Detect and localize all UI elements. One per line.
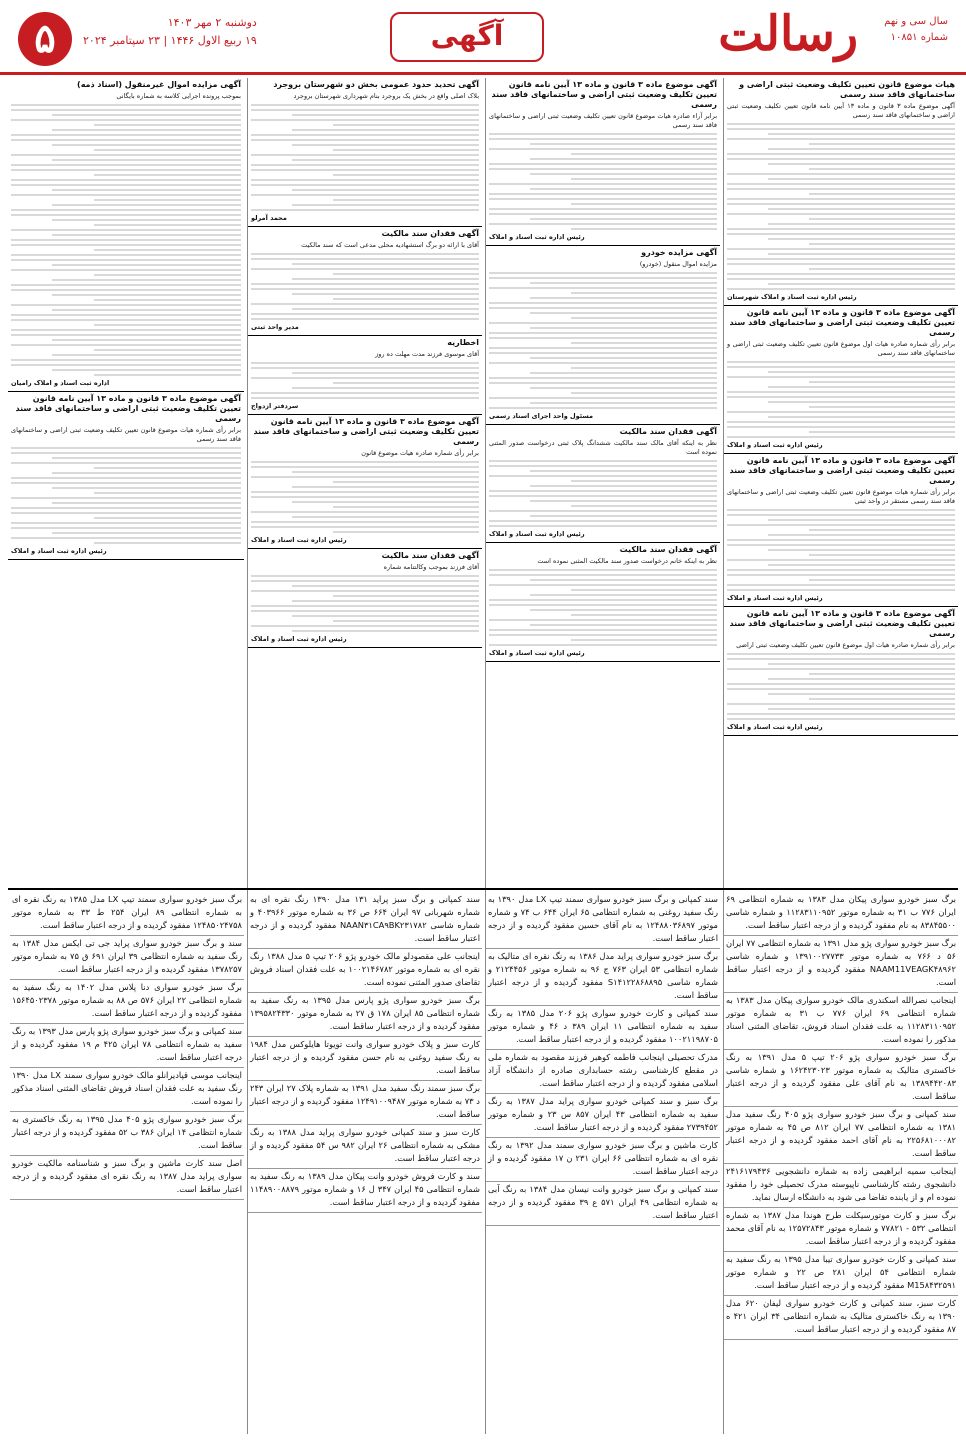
notice-text: نظر به اینکه خانم درخواست صدور سند مالکیت المثنی نموده است [537,557,717,565]
newspaper-logo: رسالت [718,6,858,62]
notice-signature: رئیس اداره ثبت اسناد و املاک [489,530,585,538]
classified-notice: برگ سبز و کارت موتورسیکلت طرح هوندا مدل ۱۳۸۷ به شماره انتظامی ۵۳۲ - ۷۷۸۲۱ و شماره موتور ۱۲۵۷۲۸۴۳ به نام آقای محمد مفقود گردیده و از درجه اعتبار ساقط است. [724,1208,958,1252]
notice-title: آگهی تحدید حدود عمومی بخش دو شهرستان بروجرد [273,80,479,89]
notice-title: آگهی موضوع ماده ۳ قانون و ماده ۱۳ آیین نامه قانون تعیین تکلیف وضعیت ثبتی اراضی و ساختمانهای فاقد سند رسمی [729,609,955,638]
classified-notice: سند کمپانی و برگ سبز خودرو سواری پژو پارس مدل ۱۳۹۳ به رنگ سفید به شماره انتظامی ۷۸ ایران ۴۲۵ م ۱۹ مفقود گردیده و از درجه اعتبار ساقط است. [10,1024,244,1068]
legal-notice [486,246,720,425]
classified-ads [8,892,958,1440]
classified-notice: برگ سبز خودرو سواری پژو ۲۰۶ تیپ ۵ مدل ۱۳۹۱ به رنگ خاکستری متالیک به شماره موتور ۱۶۲۴۲۳۰۲۳ و شماره شاسی ۱۳۸۹۴۴۲۰۸۳ به نام آقای علی مفقود گردیده و از درجه اعتبار ساقط است. [724,1050,958,1107]
notice-title: آگهی موضوع ماده ۳ قانون و ماده ۱۳ آیین نامه قانون تعیین تکلیف وضعیت ثبتی اراضی و ساختمانهای فاقد سند رسمی [253,417,479,446]
notice-signature: سردفتر ازدواج [251,402,299,410]
date-line-1: دوشنبه ۲ مهر ۱۴۰۳ [167,16,257,29]
classified-notice: سند کمپانی و برگ سبز خودرو سواری سمند تیپ LX مدل ۱۳۹۰ به رنگ سفید روغنی به شماره انتظامی ۶۵ ایران ۶۴۴ ب ۷۴ و شماره موتور ۱۲۴۸۸۰۳۶۸۹۷ به نام آقای حسین مفقود گردیده و از درجه اعتبار ساقط است. [486,892,720,949]
classified-notice: سند و کارت فروش خودرو وانت پیکان مدل ۱۳۸۹ به رنگ سفید به شماره انتظامی ۴۵ ایران ۳۴۷ ل ۱۶ و شماره موتور ۱۱۴۸۹۰۰۸۸۷۹ مفقود گردیده و از درجه اعتبار ساقط است. [248,1169,482,1213]
notice-text: برابر رأی شماره صادره هیات اول موضوع قانون تعیین تکلیف وضعیت ثبتی اراضی [736,641,955,649]
section-divider [8,888,958,890]
classified-notice: اینجانب علی مقصودلو مالک خودرو پژو ۲۰۶ تیپ ۵ مدل ۱۳۸۸ رنگ نقره ای به شماره موتور ۱۰۰۲۱۴۶۷۸۲ به علت فقدان اسناد فروش تقاضای صدور المثنی نموده است. [248,949,482,993]
notice-text: برابر رأی شماره هیات موضوع قانون تعیین تکلیف وضعیت ثبتی اراضی و ساختمانهای فاقد سند رسمی مستقر در واحد ثبتی [727,488,955,505]
masthead [0,0,966,75]
notice-signature: رئیس اداره ثبت اسناد و املاک [489,233,585,241]
classified-notice: سند کمپانی و برگ سبز خودرو سواری پژو ۴۰۵ رنگ سفید مدل ۱۳۸۱ به شماره انتظامی ۷۷ ایران ۸۱۲ ص ۴۵ به شماره موتور ۲۲۵۶۸۱۰۰۰۸۲ به نام آقای احمد مفقود گردیده و از درجه اعتبار ساقط است. [724,1107,958,1164]
notice-title: آگهی فقدان سند مالکیت [619,427,717,436]
notice-signature: مدیر واحد ثبتی [251,323,299,331]
legal-notice [486,543,720,662]
issue-meta [884,14,948,46]
notice-signature: رئیس اداره ثبت اسناد و املاک [727,441,823,449]
classified-notice: کارت سبز و سند کمپانی خودرو سواری پراید مدل ۱۳۸۸ به رنگ مشکی به شماره انتظامی ۲۶ ایران ۹۸۲ س ۵۴ مفقود گردیده و از درجه اعتبار ساقط است. [248,1125,482,1169]
notice-text: مزایده اموال منقول (خودرو) [639,260,717,268]
notice-text: بلاک اصلی واقع در بخش یک بروجرد بنام شهرداری شهرستان بروجرد [293,92,479,100]
classified-notice: برگ سبز و سند کمپانی خودرو سواری پراید مدل ۱۳۸۷ به رنگ سفید به شماره انتظامی ۴۳ ایران ۸۵۷ س ۲۳ و شماره موتور ۲۷۳۹۴۵۲ مفقود گردیده و از درجه اعتبار ساقط است. [486,1094,720,1138]
legal-notice [8,392,244,560]
classified-notice: برگ سبز خودرو سواری پیکان مدل ۱۳۸۳ به شماره انتظامی ۶۹ ایران ۷۷۶ ب ۳۱ به شماره موتور ۱۱۲۸۳۱۱۰۹۵۲ و شماره شاسی ۸۳۸۴۵۵۰۰ به نام مفقود گردیده و از درجه اعتبار ساقط است. [724,892,958,936]
legal-notice [248,78,482,227]
notice-title: هیات موضوع قانون تعیین تکلیف وضعیت ثبتی اراضی و ساختمانهای فاقد سند رسمی [739,80,955,99]
notice-text: بموجب پرونده اجرایی کلاسه به شماره بایگانی [116,92,241,100]
classified-column-2 [486,892,720,1440]
notice-title: آگهی موضوع ماده ۳ قانون و ماده ۱۳ آیین نامه قانون تعیین تکلیف وضعیت ثبتی اراضی و ساختمانهای فاقد سند رسمی [729,308,955,337]
notice-title: آگهی موضوع ماده ۳ قانون و ماده ۱۳ آیین نامه قانون تعیین تکلیف وضعیت ثبتی اراضی و ساختمانهای فاقد سند رسمی [491,80,717,109]
notice-title: آگهی موضوع ماده ۳ قانون و ماده ۱۳ آیین نامه قانون تعیین تکلیف وضعیت ثبتی اراضی و ساختمانهای فاقد سند رسمی [15,394,241,423]
legal-notice [248,415,482,549]
notice-title: آگهی فقدان سند مالکیت [381,551,479,560]
classified-notice: برگ سبز خودرو سواری پژو مدل ۱۳۹۱ به شماره انتظامی ۷۷ ایران ۵۶ د ۷۶۶ به شماره موتور ۱۳۹۱۰۰۲۷۷۳۳ و شماره شاسی NAAM11VEAGK۴۸۹۶۲ مفقود گردیده و از درجه اعتبار ساقط است. [724,936,958,993]
notice-signature: اداره ثبت اسناد و املاک رامیان [11,379,110,387]
classified-notice: کارت سبز و پلاک خودرو سواری وانت تویوتا هایلوکس مدل ۱۹۸۴ به رنگ سفید روغنی به نام حسن مفقود گردیده و از درجه اعتبار ساقط است. [248,1037,482,1081]
legal-notice [248,336,482,415]
notice-signature: رئیس اداره ثبت اسناد و املاک شهرستان [727,293,857,301]
classified-notice: کارت سبز، سند کمپانی و کارت خودرو سواری لیفان ۶۲۰ مدل ۱۳۹۰ به رنگ خاکستری متالیک به شماره انتظامی ۳۴ ایران ۴۲۱ ه ۸۷ مفقود گردیده و از درجه اعتبار ساقط است. [724,1296,958,1340]
notice-signature: محمد آمرلو [251,214,287,222]
classified-notice: اینجانب نصرالله اسکندری مالک خودرو سواری پیکان مدل ۱۳۸۳ به شماره انتظامی ۶۹ ایران ۷۷۶ ب ۳۱ به شماره موتور ۱۱۲۸۳۱۱۰۹۵۲ به علت فقدان اسناد فروش، تقاضای المثنی اسناد مذکور را نموده است. [724,993,958,1050]
notice-signature: مسئول واحد اجرای اسناد رسمی [489,412,594,420]
classified-notice: سند کمپانی و کارت خودرو سواری پژو ۲۰۶ مدل ۱۳۸۵ به رنگ سفید به شماره انتظامی ۱۱ ایران ۳۸۹ د ۴۶ و شماره موتور ۱۰۰۲۱۱۹۸۷۰۵ مفقود گردیده و از درجه اعتبار ساقط است. [486,1006,720,1050]
notice-title: آگهی فقدان سند مالکیت [619,545,717,554]
notice-signature: رئیس اداره ثبت اسناد و املاک [251,635,347,643]
classified-notice: کارت ماشین و برگ سبز خودرو سواری سمند مدل ۱۳۹۲ به رنگ نقره ای به شماره انتظامی ۶۶ ایران ۲۳۱ ن ۱۷ مفقود گردیده و از درجه اعتبار ساقط است. [486,1138,720,1182]
meta-line-2: شماره ۱۰۸۵۱ [890,32,948,43]
classified-notice: سند و برگ سبز خودرو سواری پراید جی تی ایکس مدل ۱۳۸۴ به رنگ سفید به شماره انتظامی ۳۹ ایران ۶۹۱ ق ۷۵ به شماره موتور ۱۳۷۸۲۵۷ مفقود گردیده و از درجه اعتبار ساقط است. [10,936,244,980]
notice-text: آقای موسوی فرزند مدت مهلت ده روز [375,350,479,358]
classified-column-1 [724,892,958,1440]
issue-date [83,14,257,50]
legal-notice [248,227,482,336]
classified-notice: مدرک تحصیلی اینجانب فاطمه کوهبر فرزند مقصود به شماره ملی در مقطع کارشناسی رشته حسابداری صادره از دانشگاه آزاد اسلامی مفقود گردیده و از درجه اعتبار ساقط است. [486,1050,720,1094]
notice-signature: رئیس اداره ثبت اسناد و املاک [727,594,823,602]
classified-notice: اصل سند کارت ماشین و برگ سبز و شناسنامه مالکیت خودرو سواری پراید مدل ۱۳۸۷ به رنگ نقره ای مفقود گردیده و از درجه اعتبار ساقط است. [10,1156,244,1200]
classified-notice: برگ سبز سمند رنگ سفید مدل ۱۳۹۱ به شماره پلاک ۲۷ ایران ۲۴۳ د ۷۳ به شماره موتور ۱۲۴۹۱۰۰۹۴۸۷ مفقود گردیده و از درجه اعتبار ساقط است. [248,1081,482,1125]
notice-signature: رئیس اداره ثبت اسناد و املاک [251,536,347,544]
classified-notice: برگ سبز خودرو سواری سمند تیپ LX مدل ۱۳۸۵ به رنگ نقره ای به شماره انتظامی ۸۹ ایران ۲۵۴ ط ۳۳ به شماره موتور ۱۲۴۸۵۰۲۴۷۵۸ مفقود گردیده و از درجه اعتبار ساقط است. [10,892,244,936]
legal-notice [486,425,720,543]
classified-notice: برگ سبز خودرو سواری پراید مدل ۱۳۸۶ به رنگ نقره ای متالیک به شماره انتظامی ۵۳ ایران ۷۶۳ ج ۹۶ به شماره موتور ۲۱۲۴۴۵۶ و شماره شاسی S۱۴۱۲۲۸۶۸۸۹۵ مفقود گردیده و از درجه اعتبار ساقط است. [486,949,720,1006]
page-number: ۵ [18,12,72,66]
legal-notice [248,549,482,648]
notice-signature: رئیس اداره ثبت اسناد و املاک [489,649,585,657]
notice-text: برابر رأی شماره صادره هیات اول موضوع قانون تعیین تکلیف وضعیت ثبتی اراضی و ساختمانهای فاقد سند رسمی [727,340,955,357]
notice-signature: رئیس اداره ثبت اسناد و املاک [727,723,823,731]
classified-column-3 [248,892,482,1440]
notice-title: آگهی مزایده خودرو [641,248,717,257]
classified-notice: برگ سبز خودرو سواری پژو ۴۰۵ مدل ۱۳۹۵ به رنگ خاکستری به شماره انتظامی ۱۴ ایران ۳۸۶ ب ۵۲ مفقود گردیده و از درجه اعتبار ساقط است. [10,1112,244,1156]
notice-signature: رئیس اداره ثبت اسناد و املاک [11,547,107,555]
notice-title: آگهی مزایده اموال غیرمنقول (اسناد ذمه) [77,80,241,89]
classified-notice: سند کمپانی و کارت خودرو سواری تیبا مدل ۱۳۹۵ به رنگ سفید به شماره انتظامی ۵۴ ایران ۲۸۱ ص ۲۲ و شماره موتور M15۸۴۳۲۵۹۱ مفقود گردیده و از درجه اعتبار ساقط است. [724,1252,958,1296]
legal-notice [8,78,244,392]
notice-title: اخطاریه [447,338,479,347]
notice-title: آگهی موضوع ماده ۳ قانون و ماده ۱۳ آیین نامه قانون تعیین تکلیف وضعیت ثبتی اراضی و ساختمانهای فاقد سند رسمی [729,456,955,485]
classified-notice: سند کمپانی و برگ سبز پراید ۱۳۱ مدل ۱۳۹۰ رنگ نقره ای به شماره شهربانی ۹۷ ایران ۶۶۴ ص ۳۶ به شماره موتور ۴۰۳۹۶۶ و شماره شاسی NAAN۳۱CA۹BK۲۳۱۷۸۲ مفقود گردیده و از درجه اعتبار ساقط است. [248,892,482,949]
classified-notice: اینجانب سمیه ابراهیمی زاده به شماره دانشجویی ۲۴۱۶۱۷۹۴۳۶ دانشجوی رشته کارشناسی ناپیوسته مدرک تحصیلی خود را مفقود نموده ام و از یابنده تقاضا می شود به دانشگاه ارسال نماید. [724,1164,958,1208]
legal-notice [724,306,958,454]
notice-text: آقای با ارائه دو برگ استشهادیه محلی مدعی است که سند مالکیت [301,241,479,249]
notice-text: نظر به اینکه آقای مالک سند مالکیت ششدانگ پلاک ثبتی درخواست صدور المثنی نموده است [489,439,717,456]
notice-text: برابر رأی شماره هیات موضوع قانون تعیین تکلیف وضعیت ثبتی اراضی و ساختمانهای فاقد سند رسمی [11,426,241,443]
classified-notice: برگ سبز خودرو سواری دنا پلاس مدل ۱۴۰۲ به رنگ سفید به شماره انتظامی ۲۲ ایران ۵۷۶ ص ۸۸ به شماره موتور ۱۵۶۴۵۰۲۳۷۸ مفقود گردیده و از درجه اعتبار ساقط است. [10,980,244,1024]
notice-text: برابر رأی شماره صادره هیات موضوع قانون [361,449,479,457]
notice-title: آگهی فقدان سند مالکیت [381,229,479,238]
legal-notice [724,607,958,736]
classified-notice: سند کمپانی و برگ سبز خودرو وانت نیسان مدل ۱۳۸۴ به رنگ آبی به شماره انتظامی ۴۹ ایران ۵۷۱ ع ۳۹ مفقود گردیده و از درجه اعتبار ساقط است. [486,1182,720,1226]
classified-notice: اینجانب موسی قپادیرانلو مالک خودرو سواری سمند LX مدل ۱۳۹۰ رنگ سفید به علت فقدان اسناد فروش تقاضای المثنی اسناد مذکور را نموده است. [10,1068,244,1112]
date-line-2: ۱۹ ربیع الاول ۱۴۴۶ | ۲۳ سپتامبر ۲۰۲۴ [83,34,257,47]
meta-line-1: سال سی و نهم [884,16,948,27]
classified-notice: برگ سبز خودرو سواری پژو پارس مدل ۱۳۹۵ به رنگ سفید به شماره انتظامی ۸۵ ایران ۱۷۸ ق ۲۷ به شماره موتور ۱۳۹۵۸۲۴۳۳۰ مفقود گردیده و از درجه اعتبار ساقط است. [248,993,482,1037]
legal-notice [724,78,958,306]
notice-text: آقای فرزند بموجب وکالتنامه شماره [383,563,479,571]
notice-text: برابر آراء صادره هیات موضوع قانون تعیین تکلیف وضعیت ثبتی اراضی و ساختمانهای فاقد سند رسمی [489,112,717,129]
legal-notice [724,454,958,607]
legal-notice [486,78,720,246]
section-title: آگهی [390,12,544,62]
notice-text: آگهی موضوع ماده ۳ قانون و ماده ۱۳ آیین نامه قانون تعیین تکلیف وضعیت ثبتی اراضی و ساختمانهای فاقد سند رسمی [727,102,955,119]
classified-column-4 [10,892,244,1440]
